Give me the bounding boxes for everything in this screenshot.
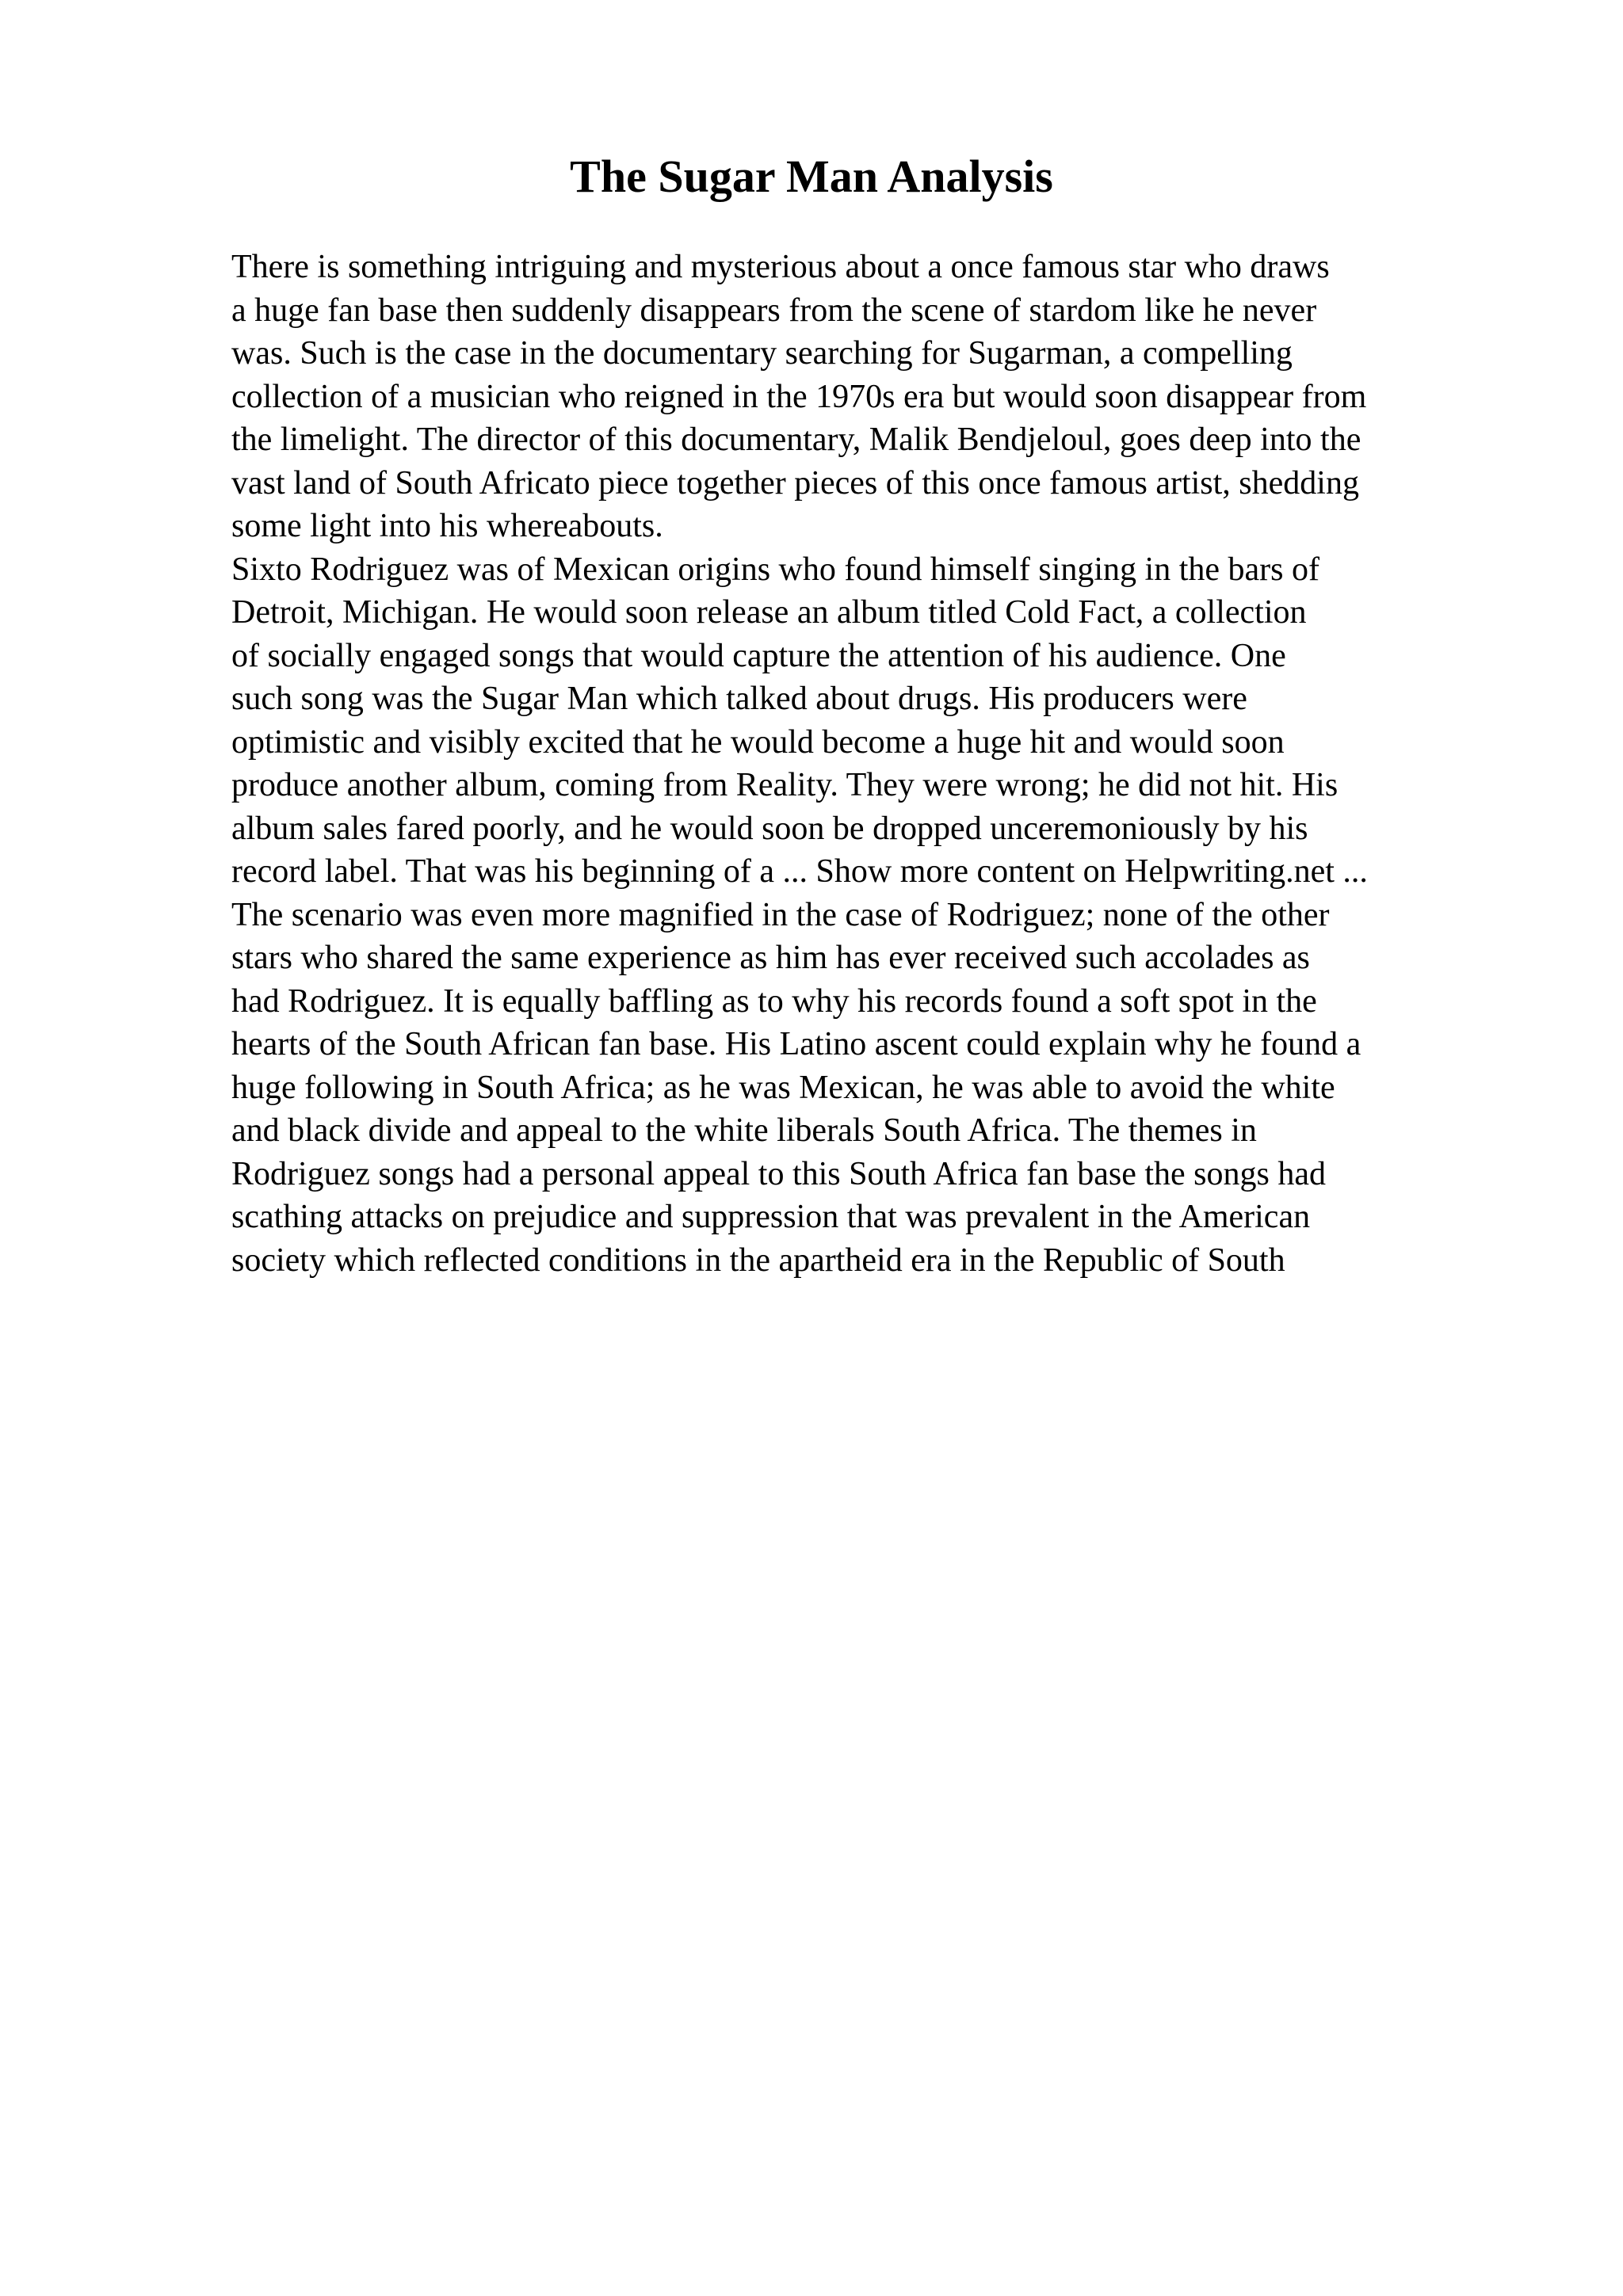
body-line: hearts of the South African fan base. His Latino ascent could explain why he found a <box>231 1026 1361 1062</box>
body-line: optimistic and visibly excited that he would become a huge hit and would soon <box>231 723 1285 761</box>
body-line: had Rodriguez. It is equally baffling as to why his records found a soft spot in the <box>231 982 1317 1020</box>
body-line: Sixto Rodriguez was of Mexican origins who found himself singing in the bars of <box>231 551 1319 588</box>
document-title: The Sugar Man Analysis <box>570 151 1053 202</box>
body-line: scathing attacks on prejudice and suppression that was prevalent in the American <box>231 1199 1311 1235</box>
body-line: Detroit, Michigan. He would soon release an album titled Cold Fact, a collection <box>231 594 1307 631</box>
body-line: record label. That was his beginning of a ... Show more content on Helpwriting.net ... <box>231 853 1368 890</box>
body-line: society which reflected conditions in the apartheid era in the Republic of South <box>231 1241 1285 1279</box>
body-line: the limelight. The director of this documentary, Malik Bendjeloul, goes deep into the <box>231 421 1361 458</box>
body-line: some light into his whereabouts. <box>231 508 663 544</box>
body-line: produce another album, coming from Reality. They were wrong; he did not hit. His <box>231 767 1338 803</box>
document-body <box>231 246 1515 1282</box>
body-line: There is something intriguing and mysterious about a once famous star who draws <box>231 249 1330 285</box>
body-line: and black divide and appeal to the white liberals South Africa. The themes in <box>231 1112 1257 1149</box>
body-line: album sales fared poorly, and he would soon be dropped unceremoniously by his <box>231 810 1308 847</box>
body-line: Rodriguez songs had a personal appeal to this South Africa fan base the songs had <box>231 1155 1327 1192</box>
body-line: The scenario was even more magnified in the case of Rodriguez; none of the other <box>231 896 1330 933</box>
body-line: was. Such is the case in the documentary searching for Sugarman, a compelling <box>231 335 1293 372</box>
body-line: vast land of South Africato piece together pieces of this once famous artist, shedding <box>231 464 1359 502</box>
body-line: collection of a musician who reigned in the 1970s era but would soon disappear from <box>231 378 1367 415</box>
body-line: stars who shared the same experience as him has ever received such accolades as <box>231 940 1310 976</box>
body-line: such song was the Sugar Man which talked about drugs. His producers were <box>231 681 1247 717</box>
body-line: huge following in South Africa; as he was Mexican, he was able to avoid the white <box>231 1069 1335 1106</box>
body-line: a huge fan base then suddenly disappears from the scene of stardom like he never <box>231 292 1317 329</box>
body-line: of socially engaged songs that would capture the attention of his audience. One <box>231 637 1286 674</box>
